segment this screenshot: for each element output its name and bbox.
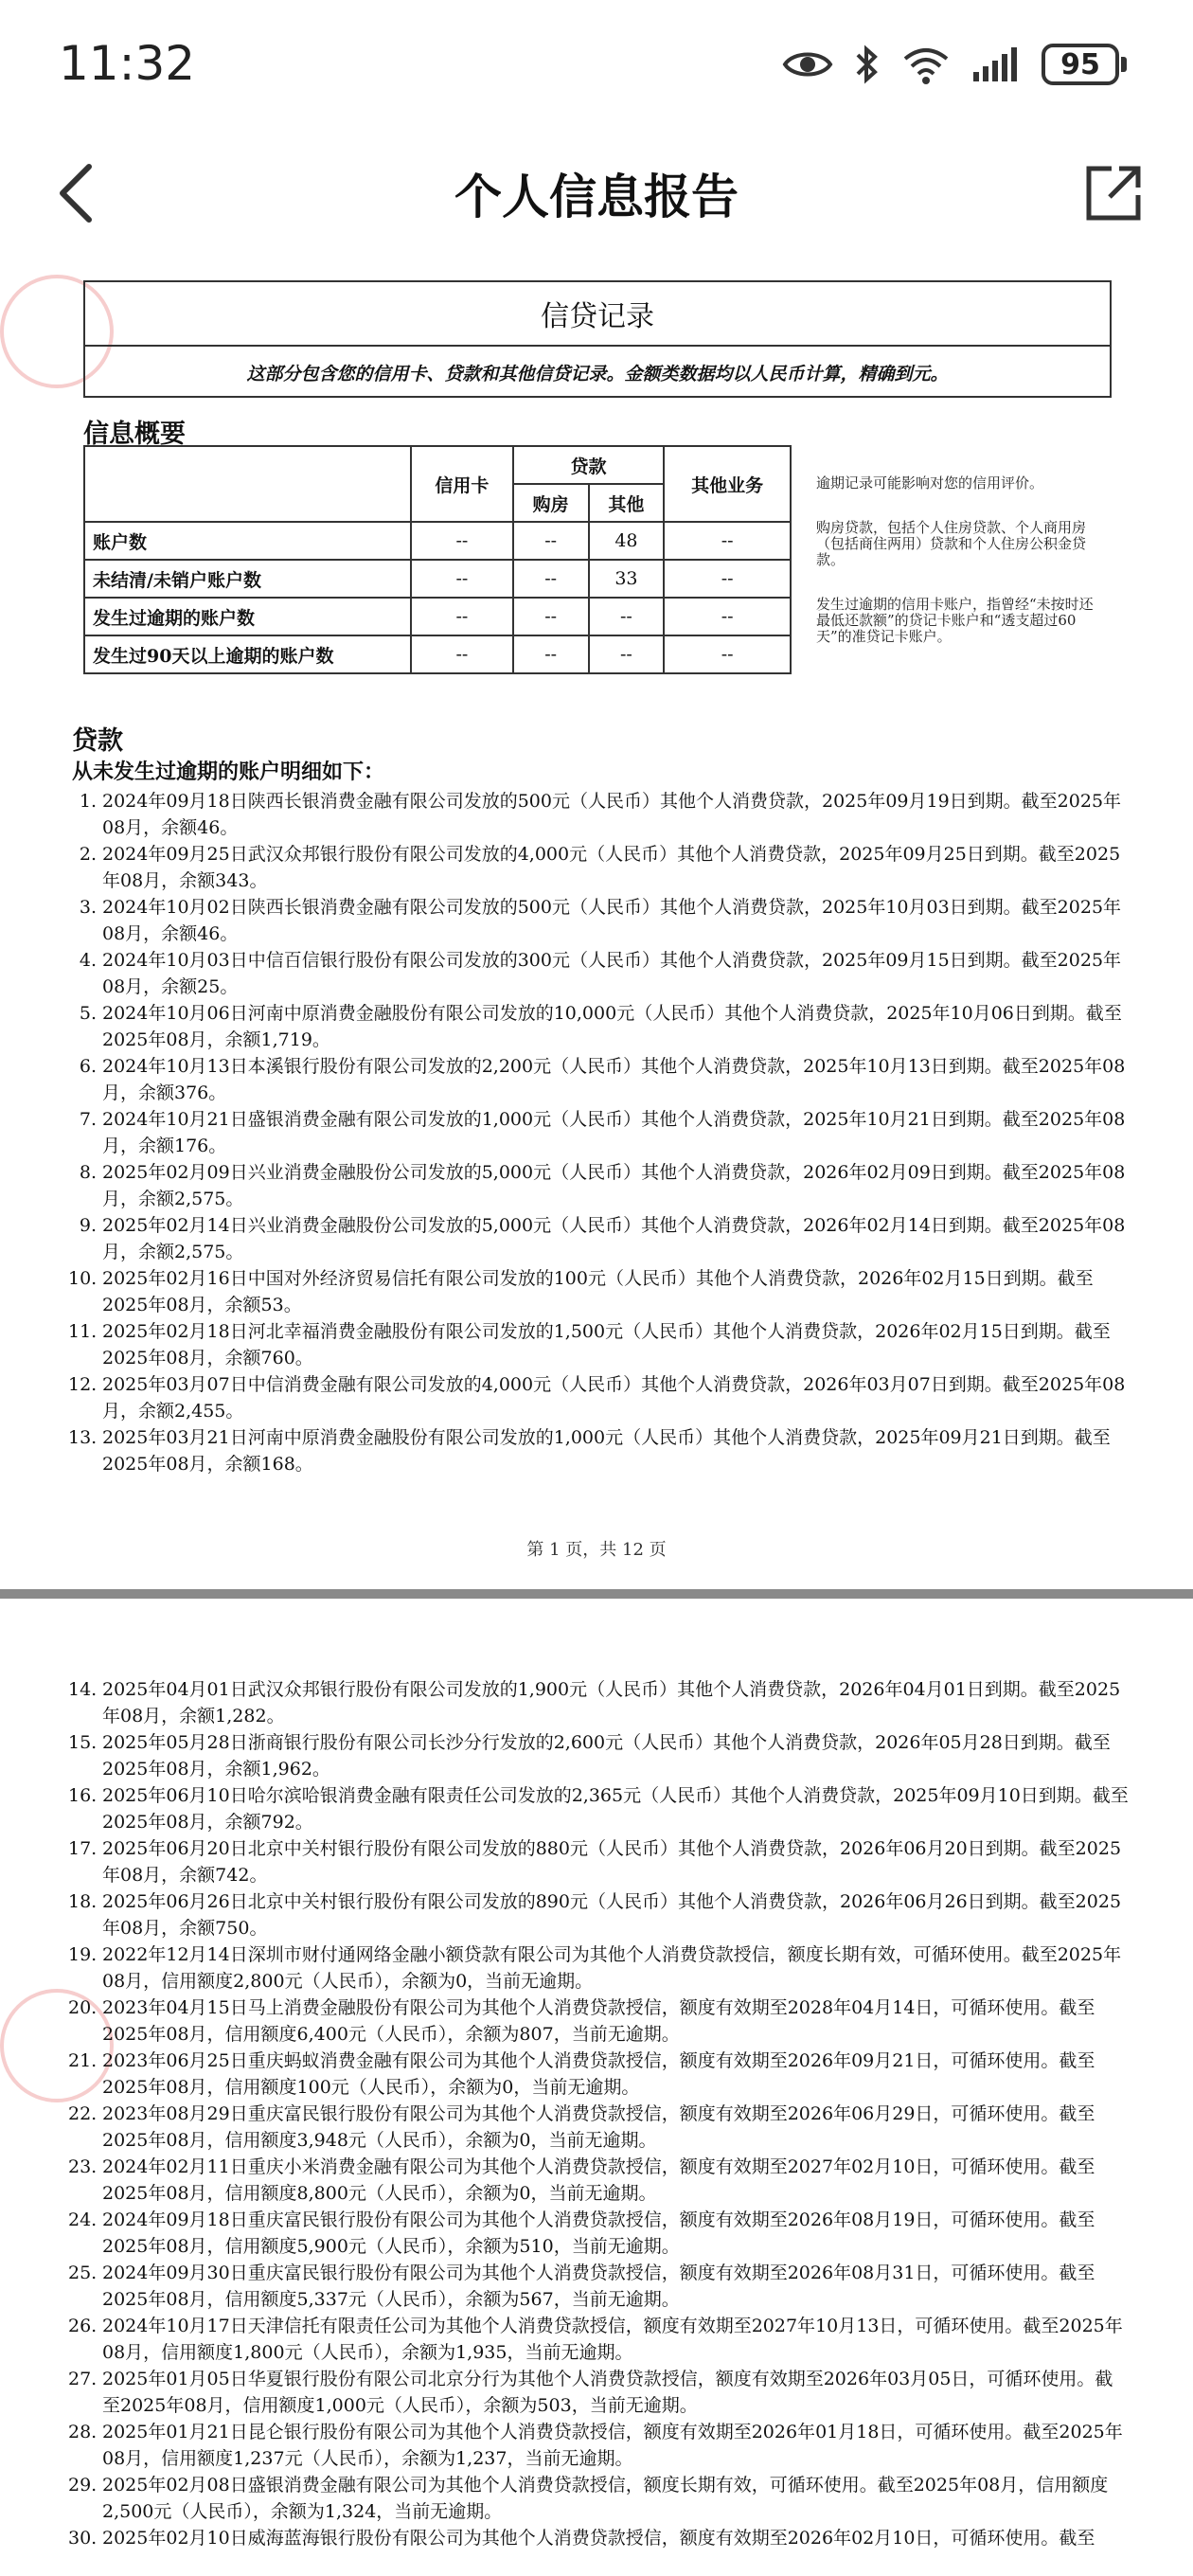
table-row [84,598,791,635]
app-header [0,133,1193,256]
loan-item-text: 2024年10月21日盛银消费金融有限公司发放的1,000元（人民币）其他个人消费贷款，2025年10月21日到期。截至2025年08月，余额176。 [102,1109,1126,1156]
col-credit-card: 信用卡 [411,446,513,522]
section-note: 这部分包含您的信用卡、贷款和其他信贷记录。金额类数据均以人民币计算，精确到元。 [246,363,949,385]
loan-item [68,2260,1129,2313]
loan-item-number: 17. [68,1838,98,1859]
loan-item-text: 2025年04月01日武汉众邦银行股份有限公司发放的1,900元（人民币）其他个人消费贷款，2026年04月01日到期。截至2025年08月，余额1,282。 [102,1679,1121,1726]
loan-item-text: 2024年10月13日本溪银行股份有限公司发放的2,200元（人民币）其他个人消费贷款，2025年10月13日到期。截至2025年08月，余额376。 [102,1056,1126,1103]
page-footer: 第 1 页，共 12 页 [526,1540,667,1560]
loan-item [68,2419,1129,2472]
loan-item [68,1265,1129,1318]
loan-item-number: 18. [68,1891,98,1912]
loan-item [68,2207,1129,2260]
loan-item-text: 2025年02月16日中国对外经济贸易信托有限公司发放的100元（人民币）其他个人消费贷款，2026年02月15日到期。截至2025年08月，余额53。 [102,1268,1094,1315]
loan-item [68,894,1129,947]
page-title: 个人信息报告 [454,170,739,224]
loan-item-number: 7. [79,1109,97,1130]
cell-business: -- [664,598,791,635]
loan-item-text: 2025年05月28日浙商银行股份有限公司长沙分行发放的2,600元（人民币）其他个人消费贷款，2026年05月28日到期。截至2025年08月，余额1,962。 [102,1732,1111,1780]
loan-item-number: 9. [79,1215,97,1236]
loan-item [68,1106,1129,1159]
loan-item-text: 2025年02月18日河北幸福消费金融股份有限公司发放的1,500元（人民币）其他个人消费贷款，2026年02月15日到期。截至2025年08月，余额760。 [102,1321,1111,1368]
loan-item-number: 3. [79,897,97,918]
watermark-text [0,538,11,551]
loan-item-number: 14. [68,1679,98,1700]
status-time: 11:32 [59,36,196,91]
table-row [84,522,791,560]
loan-item-text: 2025年02月10日威海蓝海银行股份有限公司为其他个人消费贷款授信，额度有效期至2026年02月10日，可循环使用。截至 [102,2528,1095,2549]
side-note: 购房贷款，包括个人住房贷款、个人商用房（包括商住两用）贷款和个人住房公积金贷款。 [816,519,1087,568]
loan-item-number: 1. [79,791,97,812]
loan-item-number: 25. [68,2263,98,2283]
loan-item-text: 2024年09月18日陕西长银消费金融有限公司发放的500元（人民币）其他个人消费贷款，2025年09月19日到期。截至2025年08月，余额46。 [102,791,1122,838]
loan-item [68,1941,1129,1995]
loan-item-text: 2022年12月14日深圳市财付通网络金融小额贷款有限公司为其他个人消费贷款授信，额度长期有效，可循环使用。截至2025年08月，信用额度2,800元（人民币），余额为0，当前无逾期。 [102,1944,1122,1992]
loan-item-text: 2025年01月05日华夏银行股份有限公司北京分行为其他个人消费贷款授信，额度有效期至2026年03月05日，可循环使用。截至2025年08月，信用额度1,000元（人民币），余额为503，当前无逾期。 [102,2369,1113,2416]
loan-item-number: 16. [68,1785,98,1806]
loan-item-text: 2024年10月17日天津信托有限责任公司为其他个人消费贷款授信，额度有效期至2027年10月13日，可循环使用。截至2025年08月，信用额度1,800元（人民币），余额为1,935，当前无逾期。 [102,2316,1123,2363]
share-external-icon [1083,163,1144,224]
loan-item [68,2472,1129,2525]
loan-item [68,2101,1129,2154]
loan-item [68,947,1129,1000]
cell-house: -- [513,598,589,635]
loan-item-text: 2023年08月29日重庆富民银行股份有限公司为其他个人消费贷款授信，额度有效期至2026年06月29日，可循环使用。截至2025年08月，信用额度3,948元（人民币），余额为0，当前无逾期。 [102,2103,1095,2151]
cell-other: -- [589,635,665,673]
loan-item [68,1212,1129,1265]
row-label: 未结清/未销户账户数 [84,560,411,598]
loan-item-text: 2025年02月14日兴业消费金融股份公司发放的5,000元（人民币）其他个人消费贷款，2026年02月14日到期。截至2025年08月，余额2,575。 [102,1215,1126,1262]
loan-item-text: 2024年10月02日陕西长银消费金融有限公司发放的500元（人民币）其他个人消费贷款，2025年10月03日到期。截至2025年08月，余额46。 [102,897,1122,944]
loan-item-number: 27. [68,2369,98,2389]
loan-item-text: 2023年06月25日重庆蚂蚁消费金融有限公司为其他个人消费贷款授信，额度有效期至2026年09月21日，可循环使用。截至2025年08月，信用额度100元（人民币），余额为0，当前无逾期。 [102,2050,1095,2098]
loan-item-number: 5. [79,1003,97,1024]
cell-other: 48 [589,522,665,560]
wifi-icon [901,44,951,85]
col-loan: 贷款 [513,446,665,484]
loan-item-number: 4. [79,950,97,971]
eye-icon [782,45,833,83]
loan-item-number: 20. [68,1997,98,2018]
loan-item-number: 24. [68,2209,98,2230]
table-row [84,560,791,598]
loan-list-page2 [68,1676,1129,2551]
table-corner [84,446,411,522]
bluetooth-icon [854,44,881,85]
cell-business: -- [664,522,791,560]
col-loan-house: 购房 [513,484,589,522]
report-document[interactable] [0,256,1193,2576]
side-notes [816,475,1100,673]
loan-item [68,788,1129,841]
loan-item-number: 26. [68,2316,98,2336]
row-label: 账户数 [84,522,411,560]
overview-heading: 信息概要 [83,420,186,449]
summary-table [83,445,792,674]
loan-item [68,2154,1129,2207]
cell-credit-card: -- [411,598,513,635]
loan-item [68,2366,1129,2419]
loan-item [68,1053,1129,1106]
status-bar [0,0,1193,133]
battery-icon [1042,44,1127,85]
loan-item-number: 12. [68,1374,98,1395]
status-icons [782,44,1127,85]
row-label: 发生过90天以上逾期的账户数 [84,635,411,673]
cell-house: -- [513,635,589,673]
loan-item-text: 2025年03月21日河南中原消费金融股份有限公司发放的1,000元（人民币）其他个人消费贷款，2025年09月21日到期。截至2025年08月，余额168。 [102,1427,1111,1475]
col-other-business: 其他业务 [664,446,791,522]
loan-item-number: 22. [68,2103,98,2124]
col-loan-other: 其他 [589,484,665,522]
table-row [84,635,791,673]
loan-item [68,2525,1129,2551]
row-label: 发生过逾期的账户数 [84,598,411,635]
loan-item [68,2313,1129,2366]
battery-level: 95 [1042,44,1119,85]
cell-other: 33 [589,560,665,598]
loan-item [68,1371,1129,1424]
loan-item-number: 10. [68,1268,98,1289]
loan-item-number: 30. [68,2528,98,2549]
loan-item-text: 2024年09月30日重庆富民银行股份有限公司为其他个人消费贷款授信，额度有效期至2026年08月31日，可循环使用。截至2025年08月，信用额度5,337元（人民币），余额为567，当前无逾期。 [102,2263,1095,2310]
loan-item-text: 2023年04月15日马上消费金融股份有限公司为其他个人消费贷款授信，额度有效期至2028年04月14日，可循环使用。截至2025年08月，信用额度6,400元（人民币），余额为807，当前无逾期。 [102,1997,1095,2045]
section-title: 信贷记录 [85,282,1110,347]
side-note: 逾期记录可能影响对您的信用评价。 [816,474,1044,492]
loan-item-number: 19. [68,1944,98,1965]
page-divider [0,1589,1193,1599]
loan-item-number: 13. [68,1427,98,1448]
cell-house: -- [513,560,589,598]
loan-item-text: 2024年10月03日中信百信银行股份有限公司发放的300元（人民币）其他个人消费贷款，2025年09月15日到期。截至2025年08月，余额25。 [102,950,1122,997]
loan-item [68,1159,1129,1212]
cell-credit-card: -- [411,522,513,560]
loan-item [68,2048,1129,2101]
loan-item-number: 2. [79,844,97,865]
cell-other: -- [589,598,665,635]
loan-heading: 贷款 [72,726,123,756]
loan-item [68,841,1129,894]
loan-item [68,1000,1129,1053]
loan-item-number: 28. [68,2422,98,2442]
loan-item-text: 2025年06月26日北京中关村银行股份有限公司发放的890元（人民币）其他个人消费贷款，2026年06月26日到期。截至2025年08月，余额750。 [102,1891,1122,1939]
loan-item-number: 23. [68,2156,98,2177]
loan-subheading: 从未发生过逾期的账户明细如下： [72,760,385,784]
loan-item-number: 15. [68,1732,98,1753]
loan-item [68,1729,1129,1782]
loan-item-number: 8. [79,1162,97,1183]
loan-list-page1 [68,788,1129,1477]
loan-item-text: 2024年02月11日重庆小米消费金融有限公司为其他个人消费贷款授信，额度有效期至2027年02月10日，可循环使用。截至2025年08月，信用额度8,800元（人民币），余额为0，当前无逾期。 [102,2156,1095,2204]
cell-business: -- [664,635,791,673]
cell-business: -- [664,560,791,598]
loan-item-text: 2024年10月06日河南中原消费金融股份有限公司发放的10,000元（人民币）其他个人消费贷款，2025年10月06日到期。截至2025年08月，余额1,719。 [102,1003,1122,1050]
loan-item-number: 11. [68,1321,98,1342]
loan-item-number: 6. [79,1056,97,1077]
loan-item-text: 2024年09月25日武汉众邦银行股份有限公司发放的4,000元（人民币）其他个人消费贷款，2025年09月25日到期。截至2025年08月，余额343。 [102,844,1121,891]
section-header-box [83,280,1112,398]
loan-item-text: 2025年02月09日兴业消费金融股份公司发放的5,000元（人民币）其他个人消费贷款，2026年02月09日到期。截至2025年08月，余额2,575。 [102,1162,1126,1209]
signal-icon [971,45,1021,83]
loan-item-text: 2025年06月20日北京中关村银行股份有限公司发放的880元（人民币）其他个人消费贷款，2026年06月20日到期。截至2025年08月，余额742。 [102,1838,1122,1886]
loan-item-text: 2025年03月07日中信消费金融有限公司发放的4,000元（人民币）其他个人消费贷款，2026年03月07日到期。截至2025年08月，余额2,455。 [102,1374,1126,1422]
cell-credit-card: -- [411,560,513,598]
loan-item [68,1835,1129,1888]
cell-house: -- [513,522,589,560]
loan-item [68,1424,1129,1477]
cell-credit-card: -- [411,635,513,673]
loan-item-text: 2025年06月10日哈尔滨哈银消费金融有限责任公司发放的2,365元（人民币）其他个人消费贷款，2025年09月10日到期。截至2025年08月，余额792。 [102,1785,1129,1833]
loan-item-text: 2025年02月08日盛银消费金融有限公司为其他个人消费贷款授信，额度长期有效，可循环使用。截至2025年08月，信用额度2,500元（人民币），余额为1,324，当前无逾期。 [102,2475,1109,2522]
loan-item [68,1318,1129,1371]
loan-item [68,1888,1129,1941]
share-button[interactable] [1076,155,1151,231]
loan-item-number: 21. [68,2050,98,2071]
side-note: 发生过逾期的信用卡账户，指曾经“未按时还最低还款额”的贷记卡账户和“透支超过60天”的准贷记卡账户。 [816,596,1094,645]
loan-item [68,1782,1129,1835]
loan-item [68,1676,1129,1729]
loan-item-number: 29. [68,2475,98,2496]
loan-item-text: 2024年09月18日重庆富民银行股份有限公司为其他个人消费贷款授信，额度有效期至2026年08月19日，可循环使用。截至2025年08月，信用额度5,900元（人民币），余额为510，当前无逾期。 [102,2209,1095,2257]
loan-item [68,1995,1129,2048]
loan-item-text: 2025年01月21日昆仑银行股份有限公司为其他个人消费贷款授信，额度有效期至2026年01月18日，可循环使用。截至2025年08月，信用额度1,237元（人民币），余额为1,237，当前无逾期。 [102,2422,1123,2469]
